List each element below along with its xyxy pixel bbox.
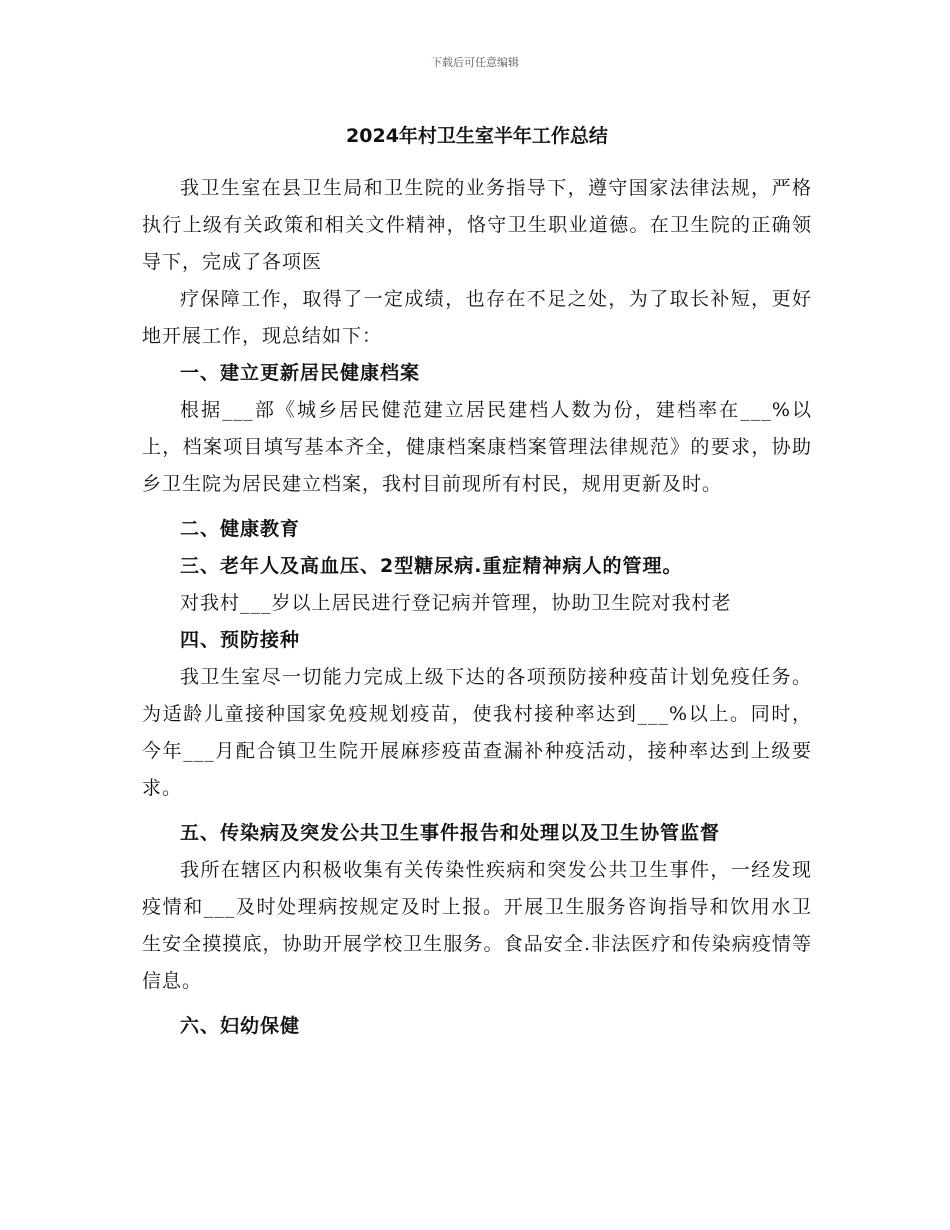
section-6-heading: 六、妇幼保健 [180,1015,301,1037]
section-5-body: 我所在辖区内积极收集有关传染性疾病和突发公共卫生事件，一经发现疫情和___及时处理病按规定及时上报。开展卫生服务咨询指导和饮用水卫生安全摸摸底，协助开展学校卫生服务。食品安全.非法医疗和传染病疫情等信息。 [142,859,812,992]
section-3-heading: 三、老年人及高血压、2型糖尿病.重症精神病人的管理。 [180,555,683,577]
intro-paragraph-1: 我卫生室在县卫生局和卫生院的业务指导下，遵守国家法律法规，严格执行上级有关政策和相关文件精神，恪守卫生职业道德。在卫生院的正确领导下，完成了各项医 [142,177,812,273]
section-4-body: 我卫生室尽一切能力完成上级下达的各项预防接种疫苗计划免疫任务。为适龄儿童接种国家免疫规划疫苗，使我村接种率达到___%以上。同时，今年___月配合镇卫生院开展麻疹疫苗查漏补种疫活动，接种率达到上级要求。 [142,666,812,799]
intro-paragraph-2: 疗保障工作，取得了一定成绩，也存在不足之处，为了取长补短，更好地开展工作，现总结如下： [142,288,812,347]
section-5-heading: 五、传染病及突发公共卫生事件报告和处理以及卫生协管监督 [180,822,721,844]
section-4-heading: 四、预防接种 [180,629,301,651]
section-3-body: 对我村___岁以上居民进行登记病并管理，协助卫生院对我村老 [180,592,732,614]
header-note: 下载后可任意编辑 [431,56,519,69]
document-body [142,118,812,1045]
section-1-body: 根据___部《城乡居民健范建立居民建档人数为份，建档率在___%以上，档案项目填写基本齐全，健康档案康档案管理法律规范》的要求，协助乡卫生院为居民建立档案，我村目前现所有村民，规用更新及时。 [142,399,812,495]
section-1-heading: 一、建立更新居民健康档案 [180,362,421,384]
document-title: 2024年村卫生室半年工作总结 [346,125,608,147]
section-2-heading: 二、健康教育 [180,518,301,540]
